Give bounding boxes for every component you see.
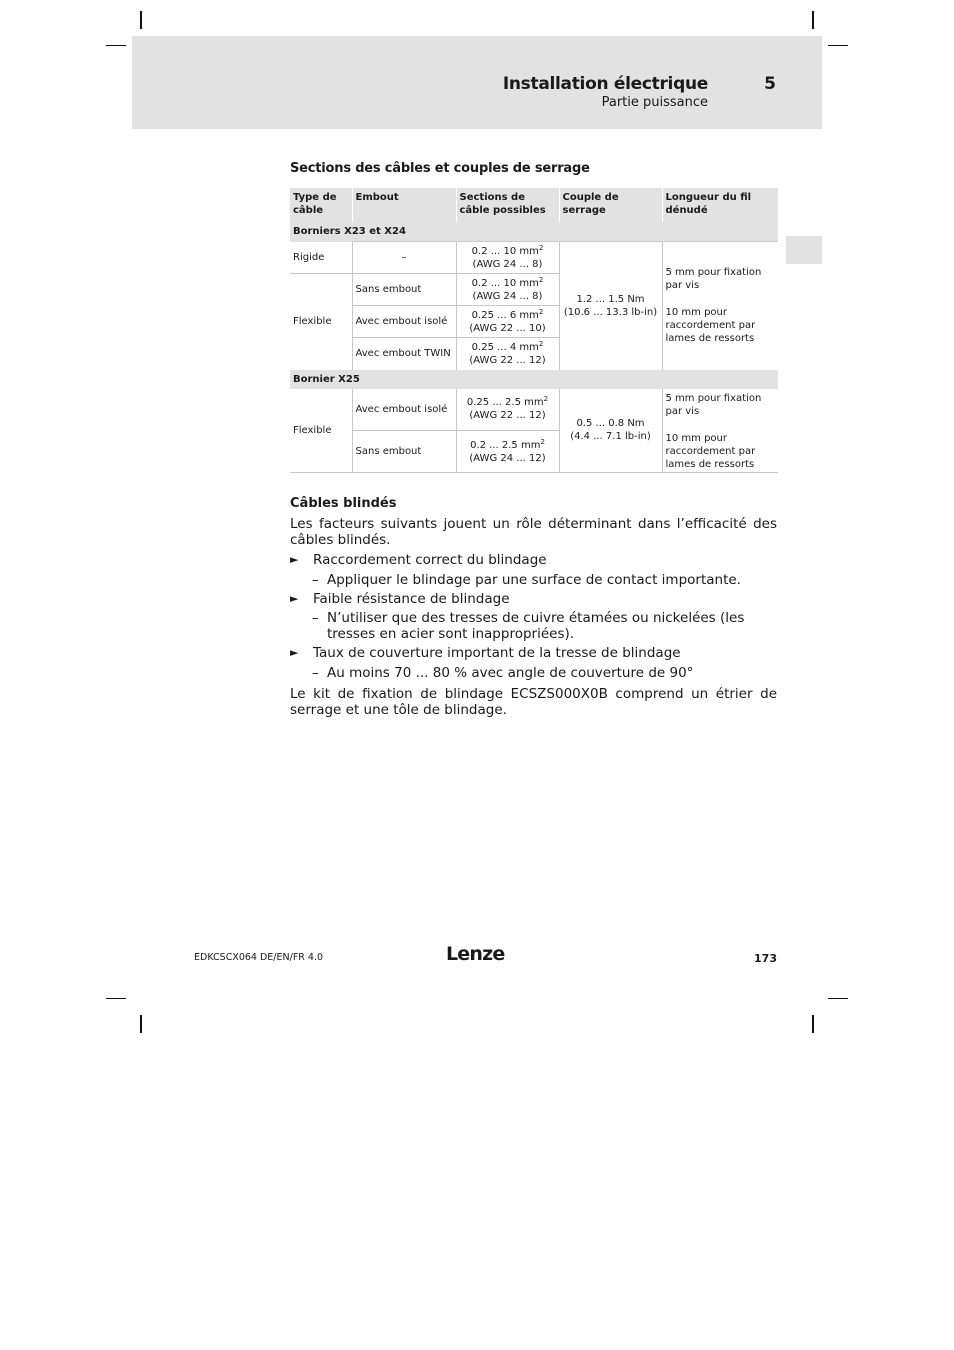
chapter-tab-marker <box>786 236 822 264</box>
column-header: Type de câble <box>290 188 352 222</box>
header-band <box>132 36 822 129</box>
section-value: 0.25 ... 2.5 mm <box>466 397 544 409</box>
strip-length-screw: 5 mm pour fixation par vis <box>665 392 762 417</box>
section-title: Sections des câbles et couples de serrage <box>290 161 590 176</box>
section-cell <box>456 274 559 306</box>
section-value: 0.25 ... 6 mm <box>471 309 539 321</box>
section-value: 0.2 ... 10 mm <box>471 245 539 257</box>
superscript: 2 <box>538 243 544 252</box>
embout: Avec embout isolé <box>352 389 456 431</box>
sub-item-text: Au moins 70 ... 80 % avec angle de couverture de 90° <box>327 665 694 681</box>
superscript: 2 <box>538 275 544 284</box>
embout: – <box>352 242 456 274</box>
page-subtitle: Partie puissance <box>601 95 708 110</box>
group-label: Bornier X25 <box>290 370 778 389</box>
cable-type: Rigide <box>293 251 325 263</box>
dash-bullet: – <box>312 610 319 626</box>
superscript: 2 <box>538 307 544 316</box>
section-value: 0.2 ... 2.5 mm <box>470 439 541 451</box>
bullet-text: Taux de couverture important de la tresse de blindage <box>313 645 681 661</box>
torque-value: 1.2 ... 1.5 Nm <box>576 293 645 305</box>
chapter-number: 5 <box>764 74 776 94</box>
torque-cell <box>559 389 662 473</box>
crop-mark <box>140 11 142 29</box>
bullet-text: Faible résistance de blindage <box>313 591 510 607</box>
shielded-outro: Le kit de fixation de blindage ECSZS000X0B comprend un étrier de serrage et une tôle de blindage. <box>290 686 777 718</box>
column-header: Sections de câble possibles <box>456 188 559 222</box>
column-header: Longueur du fil dénudé <box>662 188 778 222</box>
strip-length-cell <box>662 389 778 473</box>
section-value: 0.25 ... 4 mm <box>471 341 539 353</box>
superscript: 2 <box>543 395 549 404</box>
torque-value: 0.5 ... 0.8 Nm <box>576 418 645 430</box>
bullet-text: Raccordement correct du blindage <box>313 552 547 568</box>
embout: Sans embout <box>352 274 456 306</box>
embout: Avec embout TWIN <box>352 338 456 370</box>
crop-mark <box>106 45 126 46</box>
awg-value: (AWG 22 ... 10) <box>469 322 546 334</box>
arrow-bullet-icon: ► <box>290 553 299 566</box>
sub-item-text: N’utiliser que des tresses de cuivre étamées ou nickelées (les tresses en acier sont inappropriées). <box>327 610 745 642</box>
group-label: Borniers X23 et X24 <box>290 222 778 242</box>
section-value: 0.2 ... 10 mm <box>471 277 539 289</box>
cable-type: Flexible <box>290 389 352 473</box>
strip-length-spring: 10 mm pour raccordement par lames de ressorts <box>665 307 756 345</box>
strip-length-spring: 10 mm pour raccordement par lames de ressorts <box>665 432 756 470</box>
cable-type: Flexible <box>290 274 352 370</box>
crop-mark <box>140 1015 142 1033</box>
dash-bullet: – <box>312 572 319 588</box>
shielded-cables-title: Câbles blindés <box>290 496 397 511</box>
awg-value: (AWG 22 ... 12) <box>469 354 546 366</box>
table-row <box>290 242 778 274</box>
table-group-row <box>290 370 778 389</box>
column-header: Embout <box>352 188 456 222</box>
awg-value: (AWG 24 ... 8) <box>472 290 543 302</box>
awg-value: (AWG 24 ... 12) <box>469 452 546 464</box>
section-cell <box>456 431 559 473</box>
shielded-intro: Les facteurs suivants jouent un rôle déterminant dans l’efficacité des câbles blindés. <box>290 516 777 548</box>
sub-list-item <box>312 610 777 642</box>
awg-value: (AWG 24 ... 8) <box>472 258 543 270</box>
crop-mark <box>812 11 814 29</box>
table-header-row <box>290 188 778 222</box>
sub-list-item <box>312 572 777 588</box>
arrow-bullet-icon: ► <box>290 592 299 605</box>
dash-bullet: – <box>312 665 319 681</box>
cable-spec-table <box>290 188 778 473</box>
crop-mark <box>828 45 848 46</box>
embout: Avec embout isolé <box>352 306 456 338</box>
column-header: Couple de serrage <box>559 188 662 222</box>
page-number: 173 <box>754 952 777 965</box>
section-cell <box>456 389 559 431</box>
table-group-row <box>290 222 778 242</box>
section-cell <box>456 242 559 274</box>
section-cell <box>456 338 559 370</box>
sub-item-text: Appliquer le blindage par une surface de contact importante. <box>327 572 741 588</box>
crop-mark <box>106 998 126 999</box>
section-cell <box>456 306 559 338</box>
strip-length-cell <box>662 242 778 370</box>
page-title: Installation électrique <box>502 74 708 94</box>
torque-imperial: (10.6 ... 13.3 lb-in) <box>563 306 658 318</box>
torque-cell <box>559 242 662 370</box>
torque-imperial: (4.4 ... 7.1 lb-in) <box>570 431 651 443</box>
strip-length-screw: 5 mm pour fixation par vis <box>665 267 762 292</box>
table-row <box>290 389 778 431</box>
crop-mark <box>812 1015 814 1033</box>
sub-list-item <box>312 665 777 681</box>
superscript: 2 <box>540 437 545 446</box>
arrow-bullet-icon: ► <box>290 646 299 659</box>
crop-mark <box>828 998 848 999</box>
document-code: EDKCSCX064 DE/EN/FR 4.0 <box>194 952 324 963</box>
superscript: 2 <box>538 339 544 348</box>
embout: Sans embout <box>352 431 456 473</box>
lenze-logo: Lenze <box>446 943 505 965</box>
awg-value: (AWG 22 ... 12) <box>469 410 546 422</box>
